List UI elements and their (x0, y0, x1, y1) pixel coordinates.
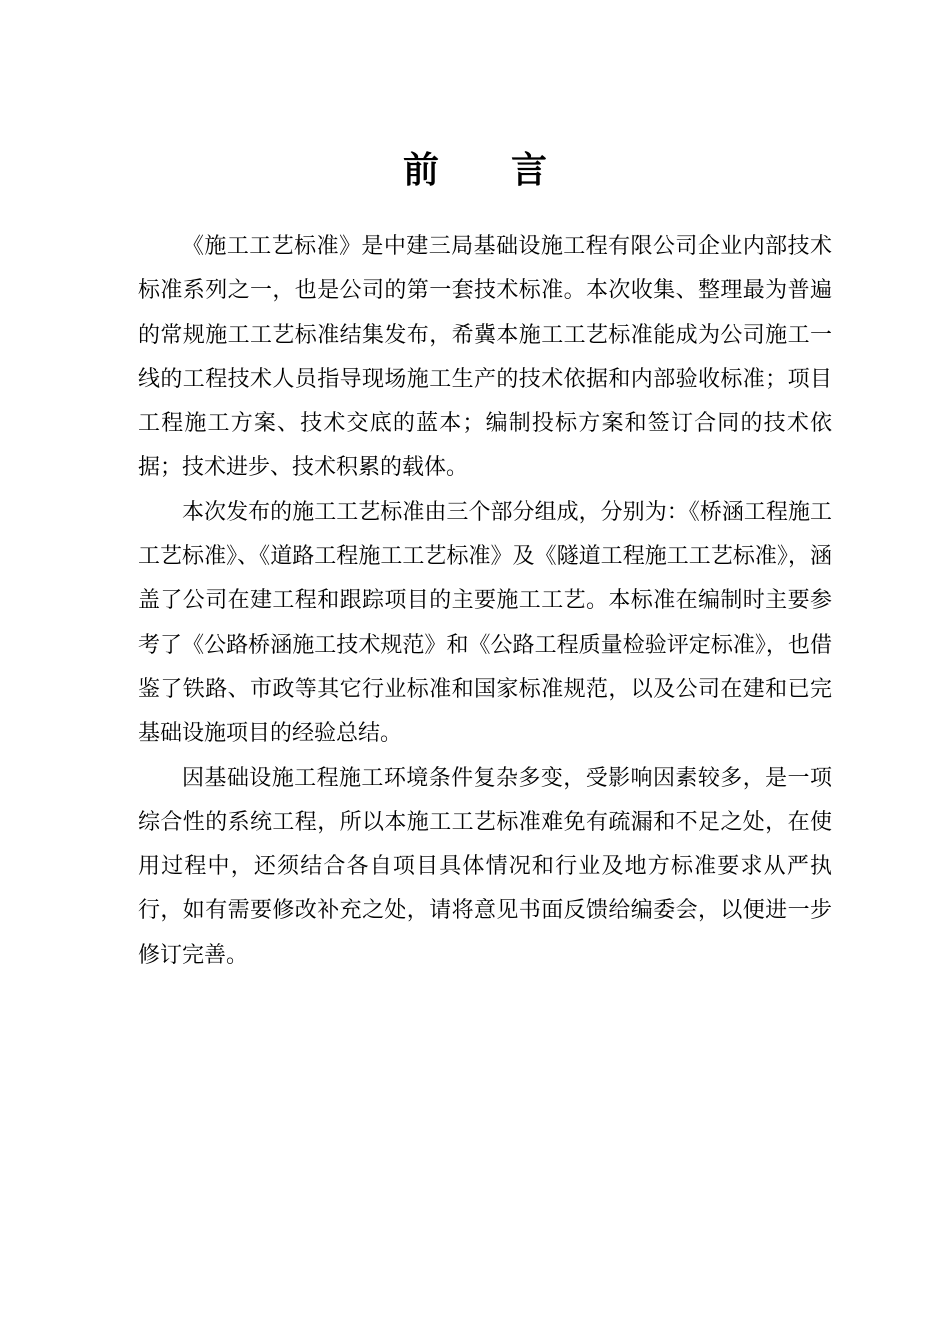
paragraph-2: 本次发布的施工工艺标准由三个部分组成，分别为：《桥涵工程施工工艺标准》、《道路工程施工工艺标准》及《隧道工程施工工艺标准》，涵盖了公司在建工程和跟踪项目的主要施工工艺。本标准在编制时主要参考了《公路桥涵施工技术规范》和《公路工程质量检验评定标准》，也借鉴了铁路、市政等其它行业标准和国家标准规范，以及公司在建和已完基础设施项目的经验总结。 (138, 499, 832, 747)
document-body (138, 225, 832, 978)
page-title (0, 146, 950, 194)
paragraph-1: 《施工工艺标准》是中建三局基础设施工程有限公司企业内部技术标准系列之一，也是公司的第一套技术标准。本次收集、整理最为普遍的常规施工工艺标准结集发布，希冀本施工工艺标准能成为公司施工一线的工程技术人员指导现场施工生产的技术依据和内部验收标准；项目工程施工方案、技术交底的蓝本；编制投标方案和签订合同的技术依据；技术进步、技术积累的载体。 (138, 234, 832, 481)
title-char-1: 前 (402, 149, 439, 191)
paragraph-3: 因基础设施工程施工环境条件复杂多变，受影响因素较多，是一项综合性的系统工程，所以本施工工艺标准难免有疏漏和不足之处，在使用过程中，还须结合各自项目具体情况和行业及地方标准要求从严执行，如有需要修改补充之处，请将意见书面反馈给编委会，以便进一步修订完善。 (138, 765, 832, 968)
title-char-2: 言 (511, 149, 548, 191)
